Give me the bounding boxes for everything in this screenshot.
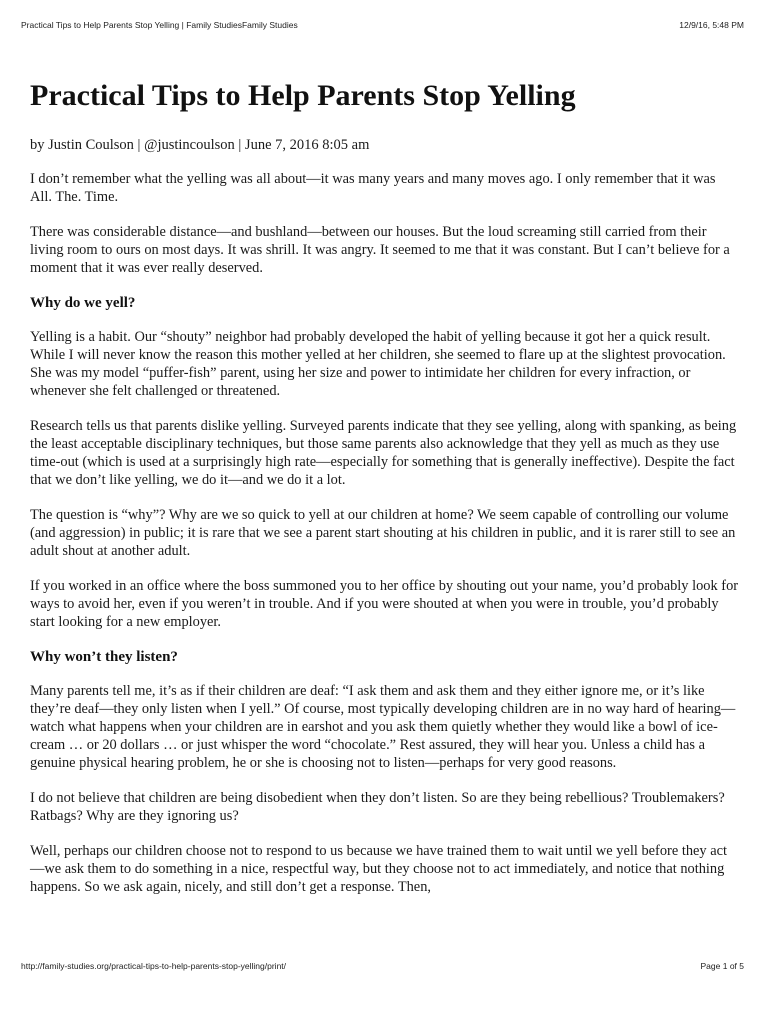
heading-why-do-we-yell: Why do we yell?	[30, 295, 136, 311]
paragraph-7: Many parents tell me, it’s as if their children are deaf: “I ask them and ask them and they either ignore me, or it’s like they’re deaf—they only listen when I yell.” Of course, most typically developing children are in no way hard of hearing—watch what happens when your children are in earshot and you ask them quietly whether they would like a bowl of ice-cream … or 20 dollars … or just whisper the word “chocolate.” Rest assured, they will hear you. Unless a child has a genuine physical hearing problem, he or she is choosing not to listen—perhaps for very good reasons.	[30, 683, 736, 771]
article-byline: by Justin Coulson | @justincoulson | June 7, 2016 8:05 am	[30, 137, 370, 153]
print-footer	[21, 961, 744, 975]
paragraph-1: I don’t remember what the yelling was all about—it was many years and many moves ago. I only remember that it was All. The. Time.	[30, 171, 716, 205]
paragraph-2: There was considerable distance—and bushland—between our houses. But the loud screaming still carried from their living room to ours on most days. It was shrill. It was angry. It seemed to me that it was constant. But I can’t believe for a moment that it was ever really deserved.	[30, 224, 730, 276]
paragraph-4: Research tells us that parents dislike yelling. Surveyed parents indicate that they see yelling, along with spanking, as being the least acceptable disciplinary techniques, but those same parents also acknowledge that they yell as much as they use time-out (which is used at a surprisingly high rate—especially for something that is generally ineffective). Despite the fact that we don’t like yelling, we do it—and we do it a lot.	[30, 418, 737, 488]
paragraph-5: The question is “why”? Why are we so quick to yell at our children at home? We seem capable of controlling our volume (and aggression) in public; it is rare that we see a parent start shouting at his children in public, and it is rarer still to see an adult shout at another adult.	[30, 507, 736, 559]
article-title: Practical Tips to Help Parents Stop Yelling	[30, 79, 576, 112]
paragraph-3: Yelling is a habit. Our “shouty” neighbor had probably developed the habit of yelling because it got her a quick result. While I will never know the reason this mother yelled at her children, she seemed to flare up at the slightest provocation. She was my model “puffer-fish” parent, using her size and power to intimidate her children for every infraction, or whenever she felt challenged or threatened.	[30, 329, 726, 399]
heading-why-wont-they-listen: Why won’t they listen?	[30, 649, 178, 665]
print-header	[21, 20, 744, 34]
print-footer-page-number: Page 1 of 5	[700, 961, 744, 971]
paragraph-6: If you worked in an office where the boss summoned you to her office by shouting out your name, you’d probably look for ways to avoid her, even if you weren’t in trouble. And if you were shouted at when you were in trouble, you’d probably start looking for a new employer.	[30, 578, 739, 630]
print-footer-url: http://family-studies.org/practical-tips-to-help-parents-stop-yelling/print/	[21, 961, 287, 971]
paragraph-9: Well, perhaps our children choose not to respond to us because we have trained them to wait until we yell before they act—we ask them to do something in a nice, respectful way, but they choose not to act immediately, and notice that nothing happens. So we ask again, nicely, and still don’t get a response. Then,	[30, 843, 727, 895]
print-header-datetime: 12/9/16, 5:48 PM	[679, 20, 744, 30]
paragraph-8: I do not believe that children are being disobedient when they don’t listen. So are they being rebellious? Troublemakers? Ratbags? Why are they ignoring us?	[30, 790, 725, 824]
print-header-title: Practical Tips to Help Parents Stop Yelling | Family StudiesFamily Studies	[21, 20, 298, 30]
article	[30, 76, 740, 913]
